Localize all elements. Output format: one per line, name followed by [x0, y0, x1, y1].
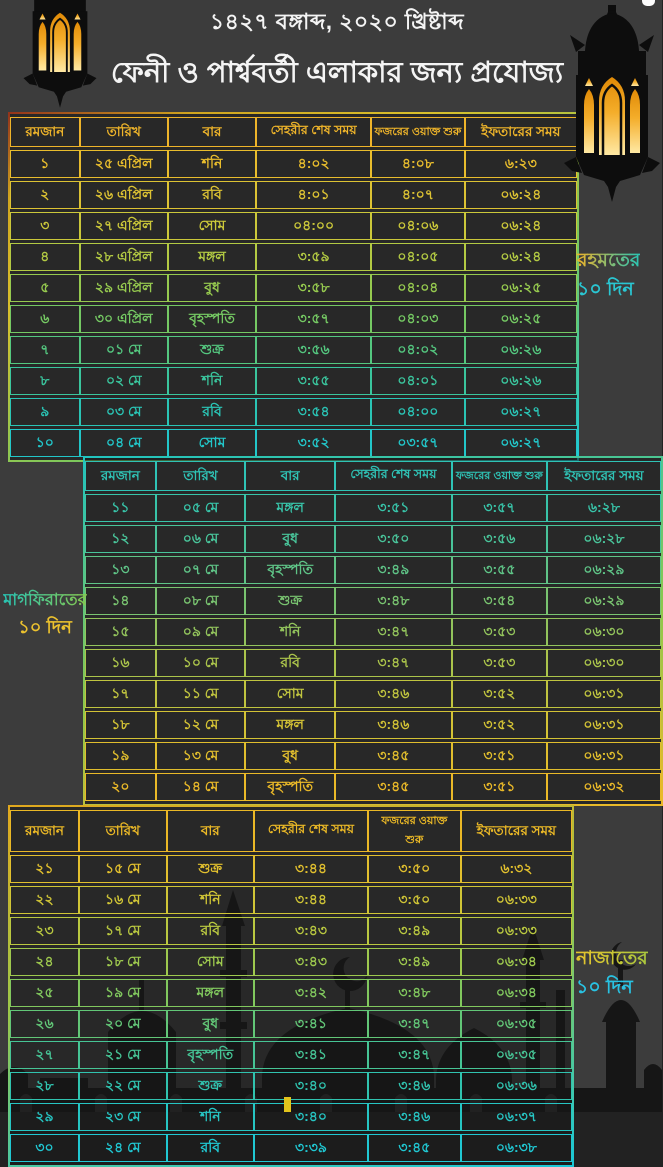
table-row — [85, 680, 661, 708]
cell-weekday: সোম — [168, 212, 256, 240]
cell-weekday: শনি — [167, 1103, 255, 1131]
cell-weekday: রবি — [167, 1134, 255, 1162]
cell-weekday: রবি — [168, 181, 256, 209]
cell-iftar-time: ০৬:২৪ — [465, 181, 577, 209]
cell-fajr-start-time: ৪:০৭ — [371, 181, 465, 209]
cell-fajr-start-time: ০৪:০৫ — [371, 243, 465, 271]
table-wrapper-third-ten — [8, 805, 574, 1167]
cell-weekday: সোম — [245, 680, 335, 708]
cell-iftar-time: ০৬:৩৪ — [461, 979, 572, 1007]
cell-ramadan-day: ১৩ — [85, 556, 156, 584]
column-header-weekday: বার — [245, 461, 335, 491]
cell-iftar-time: ০৬:৩৬ — [461, 1072, 572, 1100]
column-header-iftar-time: ইফতারের সময় — [465, 117, 577, 147]
table-row — [10, 243, 577, 271]
column-header-date: তারিখ — [80, 117, 168, 147]
cell-date: ২৪ মে — [79, 1134, 167, 1162]
cell-sehri-end-time: ০৪:০০ — [256, 212, 371, 240]
side-label-line1: রহমতের — [577, 246, 640, 275]
title-region-line: ফেনী ও পার্শ্ববর্তী এলাকার জন্য প্রযোজ্য — [110, 57, 564, 89]
text-cursor-artifact — [284, 1097, 291, 1112]
cell-sehri-end-time: ৪:০২ — [256, 150, 371, 178]
cell-iftar-time: ৬:২৮ — [547, 494, 661, 522]
column-header-date: তারিখ — [156, 461, 246, 491]
cell-iftar-time: ০৬:৩৭ — [461, 1103, 572, 1131]
cell-fajr-start-time: ৩:৪৯ — [368, 917, 461, 945]
side-label-line2: ১০ দিন — [576, 977, 633, 999]
cell-date: ০৫ মে — [156, 494, 246, 522]
column-header-ramadan-day: রমজান — [10, 117, 80, 147]
cell-weekday: শুক্র — [167, 1072, 255, 1100]
cell-sehri-end-time: ৩:৪৩ — [254, 917, 368, 945]
cell-date: ২৭ এপ্রিল — [80, 212, 168, 240]
cell-fajr-start-time: ৩:৪৮ — [368, 979, 461, 1007]
cell-iftar-time: ৬:২৩ — [465, 150, 577, 178]
cell-sehri-end-time: ৩:৫০ — [335, 525, 452, 553]
cell-sehri-end-time: ৩:৪৯ — [335, 556, 452, 584]
cell-iftar-time: ০৬:৩৪ — [461, 948, 572, 976]
column-header-sehri-end-time: সেহরীর শেষ সময় — [254, 810, 368, 852]
cell-fajr-start-time: ০৪:০২ — [371, 336, 465, 364]
cell-sehri-end-time: ৩:৪৭ — [335, 618, 452, 646]
cell-sehri-end-time: ৩:৩৯ — [254, 1134, 368, 1162]
cell-weekday: শনি — [245, 618, 335, 646]
cell-iftar-time: ০৬:৩৮ — [461, 1134, 572, 1162]
cell-ramadan-day: ৩০ — [10, 1134, 79, 1162]
cell-iftar-time: ৬:৩২ — [461, 855, 572, 883]
table-row — [10, 1041, 572, 1069]
cell-ramadan-day: ১০ — [10, 429, 80, 457]
cell-date: ২৯ এপ্রিল — [80, 274, 168, 302]
cell-ramadan-day: ২৯ — [10, 1103, 79, 1131]
table-row — [10, 274, 577, 302]
cell-sehri-end-time: ৩:৫৭ — [256, 305, 371, 333]
cell-ramadan-day: ১৬ — [85, 649, 156, 677]
column-header-sehri-end-time: সেহরীর শেষ সময় — [335, 461, 452, 491]
cell-iftar-time: ০৬:৩৩ — [461, 886, 572, 914]
cell-sehri-end-time: ৩:৫১ — [335, 494, 452, 522]
cell-sehri-end-time: ৩:৪২ — [254, 979, 368, 1007]
cell-iftar-time: ০৬:২৭ — [465, 398, 577, 426]
table-row — [10, 305, 577, 333]
cell-ramadan-day: ১৯ — [85, 742, 156, 770]
cell-ramadan-day: ১৮ — [85, 711, 156, 739]
cell-date: ১০ মে — [156, 649, 246, 677]
title-year-line: ১৪২৭ বঙ্গাব্দ, ২০২০ খ্রিষ্টাব্দ — [209, 9, 465, 34]
cell-iftar-time: ০৬:৩৫ — [461, 1041, 572, 1069]
cell-weekday: রবি — [168, 398, 256, 426]
cell-weekday: বৃহস্পতি — [245, 773, 335, 801]
cell-date: ১১ মে — [156, 680, 246, 708]
cell-ramadan-day: ১৫ — [85, 618, 156, 646]
cell-fajr-start-time: ৩:৫১ — [452, 742, 547, 770]
cell-sehri-end-time: ৩:৪৮ — [335, 587, 452, 615]
ramadan-table-days-11-20 — [85, 458, 661, 804]
cell-date: ১৬ মে — [79, 886, 167, 914]
cell-sehri-end-time: ৩:৫২ — [256, 429, 371, 457]
cell-iftar-time: ০৬:২৯ — [547, 556, 661, 584]
cell-date: ০৩ মে — [80, 398, 168, 426]
cell-weekday: বৃহস্পতি — [245, 556, 335, 584]
cell-sehri-end-time: ৩:৪১ — [254, 1041, 368, 1069]
cell-weekday: সোম — [168, 429, 256, 457]
side-label-rahmat — [577, 246, 661, 305]
column-header-sehri-end-time: সেহরীর শেষ সময় — [256, 117, 371, 147]
page-title — [108, 5, 566, 99]
cell-date: ২১ মে — [79, 1041, 167, 1069]
cell-iftar-time: ০৬:৩১ — [547, 711, 661, 739]
side-label-line1: মাগফিরাতের — [3, 588, 87, 614]
cell-fajr-start-time: ০৪:০৬ — [371, 212, 465, 240]
side-label-line2: ১০ দিন — [577, 279, 634, 301]
cell-iftar-time: ০৬:৩০ — [547, 618, 661, 646]
cell-weekday: মঙ্গল — [245, 711, 335, 739]
cell-ramadan-day: ১৪ — [85, 587, 156, 615]
ramadan-table-days-21-30 — [10, 807, 572, 1165]
cell-iftar-time: ০৬:৩৩ — [461, 917, 572, 945]
cell-weekday: রবি — [167, 917, 255, 945]
cell-iftar-time: ০৬:২৪ — [465, 212, 577, 240]
cell-iftar-time: ০৬:২৪ — [465, 243, 577, 271]
cell-iftar-time: ০৬:২৭ — [465, 429, 577, 457]
column-header-ramadan-day: রমজান — [10, 810, 79, 852]
cell-iftar-time: ০৬:৩৫ — [461, 1010, 572, 1038]
cell-iftar-time: ০৬:৩১ — [547, 680, 661, 708]
cell-weekday: শনি — [168, 150, 256, 178]
header-row — [10, 810, 572, 852]
cell-date: ১৫ মে — [79, 855, 167, 883]
cell-date: ০৭ মে — [156, 556, 246, 584]
column-header-iftar-time: ইফতারের সময় — [547, 461, 661, 491]
cell-iftar-time: ০৬:৩১ — [547, 742, 661, 770]
cell-sehri-end-time: ৩:৪৫ — [335, 773, 452, 801]
cell-ramadan-day: ৯ — [10, 398, 80, 426]
cell-sehri-end-time: ৪:০১ — [256, 181, 371, 209]
table-row — [85, 742, 661, 770]
cell-sehri-end-time: ৩:৪১ — [254, 1010, 368, 1038]
cell-date: ০৯ মে — [156, 618, 246, 646]
cell-date: ২৬ এপ্রিল — [80, 181, 168, 209]
table-row — [10, 336, 577, 364]
cell-date: ১৯ মে — [79, 979, 167, 1007]
cell-date: ১৪ মে — [156, 773, 246, 801]
cell-ramadan-day: ২২ — [10, 886, 79, 914]
cell-sehri-end-time: ৩:৫৬ — [256, 336, 371, 364]
table-row — [85, 618, 661, 646]
cell-weekday: শুক্র — [245, 587, 335, 615]
cell-fajr-start-time: ৩:৪৯ — [368, 948, 461, 976]
side-label-najat — [576, 944, 662, 1003]
cell-fajr-start-time: ৩:৫২ — [452, 711, 547, 739]
table-row — [10, 429, 577, 457]
column-header-ramadan-day: রমজান — [85, 461, 156, 491]
table-row — [85, 711, 661, 739]
cell-date: ০২ মে — [80, 367, 168, 395]
table-row — [10, 917, 572, 945]
cell-weekday: মঙ্গল — [167, 979, 255, 1007]
cell-ramadan-day: ৮ — [10, 367, 80, 395]
cell-ramadan-day: ১ — [10, 150, 80, 178]
cell-fajr-start-time: ৩:৪৬ — [368, 1072, 461, 1100]
cell-ramadan-day: ২ — [10, 181, 80, 209]
cell-iftar-time: ০৬:২৬ — [465, 367, 577, 395]
cell-fajr-start-time: ০৪:০৪ — [371, 274, 465, 302]
cell-sehri-end-time: ৩:৫৮ — [256, 274, 371, 302]
cell-weekday: মঙ্গল — [168, 243, 256, 271]
table-row — [10, 181, 577, 209]
table-row — [10, 948, 572, 976]
cell-date: ০৮ মে — [156, 587, 246, 615]
cell-date: ০১ মে — [80, 336, 168, 364]
cell-sehri-end-time: ৩:৪৩ — [254, 948, 368, 976]
cell-iftar-time: ০৬:২৬ — [465, 336, 577, 364]
cell-fajr-start-time: ৩:৫০ — [368, 886, 461, 914]
table-row — [10, 150, 577, 178]
cell-weekday: সোম — [167, 948, 255, 976]
cell-date: ২৮ এপ্রিল — [80, 243, 168, 271]
column-header-fajr-start-time: ফজরের ওয়াক্ত শুরু — [371, 117, 465, 147]
table-row — [85, 773, 661, 801]
side-label-line1: নাজাতের — [576, 944, 648, 973]
cell-fajr-start-time: ০৩:৫৭ — [371, 429, 465, 457]
cell-fajr-start-time: ৩:৪৬ — [368, 1103, 461, 1131]
cell-fajr-start-time: ৩:৫৪ — [452, 587, 547, 615]
cell-ramadan-day: ২৭ — [10, 1041, 79, 1069]
table-row — [85, 494, 661, 522]
cell-date: ২২ মে — [79, 1072, 167, 1100]
cell-iftar-time: ০৬:২৯ — [547, 587, 661, 615]
column-header-weekday: বার — [168, 117, 256, 147]
cell-sehri-end-time: ৩:৪৬ — [335, 680, 452, 708]
table-row — [10, 398, 577, 426]
header-row — [85, 461, 661, 491]
cell-sehri-end-time: ৩:৪৬ — [335, 711, 452, 739]
cell-iftar-time: ০৬:২৫ — [465, 305, 577, 333]
cell-date: ১৮ মে — [79, 948, 167, 976]
cell-date: ০৬ মে — [156, 525, 246, 553]
cell-date: ২৩ মে — [79, 1103, 167, 1131]
cell-sehri-end-time: ৩:৪৫ — [335, 742, 452, 770]
cell-sehri-end-time: ৩:৪০ — [254, 1072, 368, 1100]
table-row — [10, 1010, 572, 1038]
cell-fajr-start-time: ০৪:০১ — [371, 367, 465, 395]
table-row — [10, 367, 577, 395]
header-row — [10, 117, 577, 147]
cell-ramadan-day: ২৬ — [10, 1010, 79, 1038]
cell-iftar-time: ০৬:২৮ — [547, 525, 661, 553]
table-row — [10, 212, 577, 240]
column-header-weekday: বার — [167, 810, 255, 852]
table-wrapper-second-ten — [83, 456, 663, 806]
side-label-line2: ১০ দিন — [18, 616, 72, 637]
cell-ramadan-day: ৫ — [10, 274, 80, 302]
cell-weekday: বৃহস্পতি — [168, 305, 256, 333]
table-wrapper-first-ten — [8, 112, 579, 462]
cell-ramadan-day: ১১ — [85, 494, 156, 522]
cell-date: ৩০ এপ্রিল — [80, 305, 168, 333]
cell-sehri-end-time: ৩:৪৪ — [254, 855, 368, 883]
cell-weekday: রবি — [245, 649, 335, 677]
side-label-maghfirat — [1, 588, 89, 641]
cell-fajr-start-time: ৩:৫২ — [452, 680, 547, 708]
table-row — [10, 1134, 572, 1162]
cell-fajr-start-time: ৩:৪৭ — [368, 1041, 461, 1069]
cell-fajr-start-time: ৩:৫০ — [368, 855, 461, 883]
cell-weekday: মঙ্গল — [245, 494, 335, 522]
table-row — [85, 649, 661, 677]
cell-fajr-start-time: ৩:৫৫ — [452, 556, 547, 584]
cell-fajr-start-time: ৩:৫৩ — [452, 618, 547, 646]
cell-ramadan-day: ৭ — [10, 336, 80, 364]
cell-ramadan-day: ৬ — [10, 305, 80, 333]
cell-date: ০৪ মে — [80, 429, 168, 457]
cell-sehri-end-time: ৩:৪০ — [254, 1103, 368, 1131]
cell-fajr-start-time: ৩:৫৬ — [452, 525, 547, 553]
column-header-iftar-time: ইফতারের সময় — [461, 810, 572, 852]
cell-ramadan-day: ১৭ — [85, 680, 156, 708]
cell-sehri-end-time: ৩:৫৪ — [256, 398, 371, 426]
cell-weekday: শনি — [167, 886, 255, 914]
cell-iftar-time: ০৬:২৫ — [465, 274, 577, 302]
cell-date: ১৭ মে — [79, 917, 167, 945]
cell-ramadan-day: ২৪ — [10, 948, 79, 976]
table-row — [10, 1072, 572, 1100]
cell-ramadan-day: ৩ — [10, 212, 80, 240]
lantern-icon — [562, 4, 662, 206]
cell-ramadan-day: ১২ — [85, 525, 156, 553]
cell-iftar-time: ০৬:৩০ — [547, 649, 661, 677]
column-header-fajr-start-time: ফজরের ওয়াক্ত শুরু — [368, 810, 461, 852]
cell-fajr-start-time: ০৪:০০ — [371, 398, 465, 426]
ramadan-table-days-1-10 — [10, 114, 577, 460]
cell-ramadan-day: ২০ — [85, 773, 156, 801]
table-row — [85, 556, 661, 584]
cell-weekday: বুধ — [245, 742, 335, 770]
cell-fajr-start-time: ০৪:০৩ — [371, 305, 465, 333]
cell-date: ১২ মে — [156, 711, 246, 739]
cell-weekday: বুধ — [168, 274, 256, 302]
table-row — [85, 525, 661, 553]
cell-iftar-time: ০৬:৩২ — [547, 773, 661, 801]
table-row — [10, 886, 572, 914]
cell-weekday: শুক্র — [168, 336, 256, 364]
cell-weekday: শুক্র — [167, 855, 255, 883]
cell-sehri-end-time: ৩:৪৭ — [335, 649, 452, 677]
lantern-icon — [12, 0, 108, 110]
cell-fajr-start-time: ৩:৫৩ — [452, 649, 547, 677]
cell-ramadan-day: ২৩ — [10, 917, 79, 945]
cell-ramadan-day: ২৮ — [10, 1072, 79, 1100]
cell-ramadan-day: ২১ — [10, 855, 79, 883]
cell-fajr-start-time: ৩:৪৫ — [368, 1134, 461, 1162]
column-header-date: তারিখ — [79, 810, 167, 852]
cell-date: ২৫ এপ্রিল — [80, 150, 168, 178]
table-row — [85, 587, 661, 615]
cell-date: ১৩ মে — [156, 742, 246, 770]
cell-weekday: বুধ — [167, 1010, 255, 1038]
table-row — [10, 1103, 572, 1131]
column-header-fajr-start-time: ফজরের ওয়াক্ত শুরু — [452, 461, 547, 491]
cell-weekday: বুধ — [245, 525, 335, 553]
cell-sehri-end-time: ৩:৫৯ — [256, 243, 371, 271]
cell-ramadan-day: ৪ — [10, 243, 80, 271]
cell-fajr-start-time: ৪:০৮ — [371, 150, 465, 178]
cell-sehri-end-time: ৩:৪৪ — [254, 886, 368, 914]
table-row — [10, 855, 572, 883]
cell-sehri-end-time: ৩:৫৫ — [256, 367, 371, 395]
cell-fajr-start-time: ৩:৫১ — [452, 773, 547, 801]
cell-fajr-start-time: ৩:৫৭ — [452, 494, 547, 522]
cell-weekday: বৃহস্পতি — [167, 1041, 255, 1069]
table-row — [10, 979, 572, 1007]
cell-ramadan-day: ২৫ — [10, 979, 79, 1007]
cell-weekday: শনি — [168, 367, 256, 395]
cell-date: ২০ মে — [79, 1010, 167, 1038]
cell-fajr-start-time: ৩:৪৭ — [368, 1010, 461, 1038]
